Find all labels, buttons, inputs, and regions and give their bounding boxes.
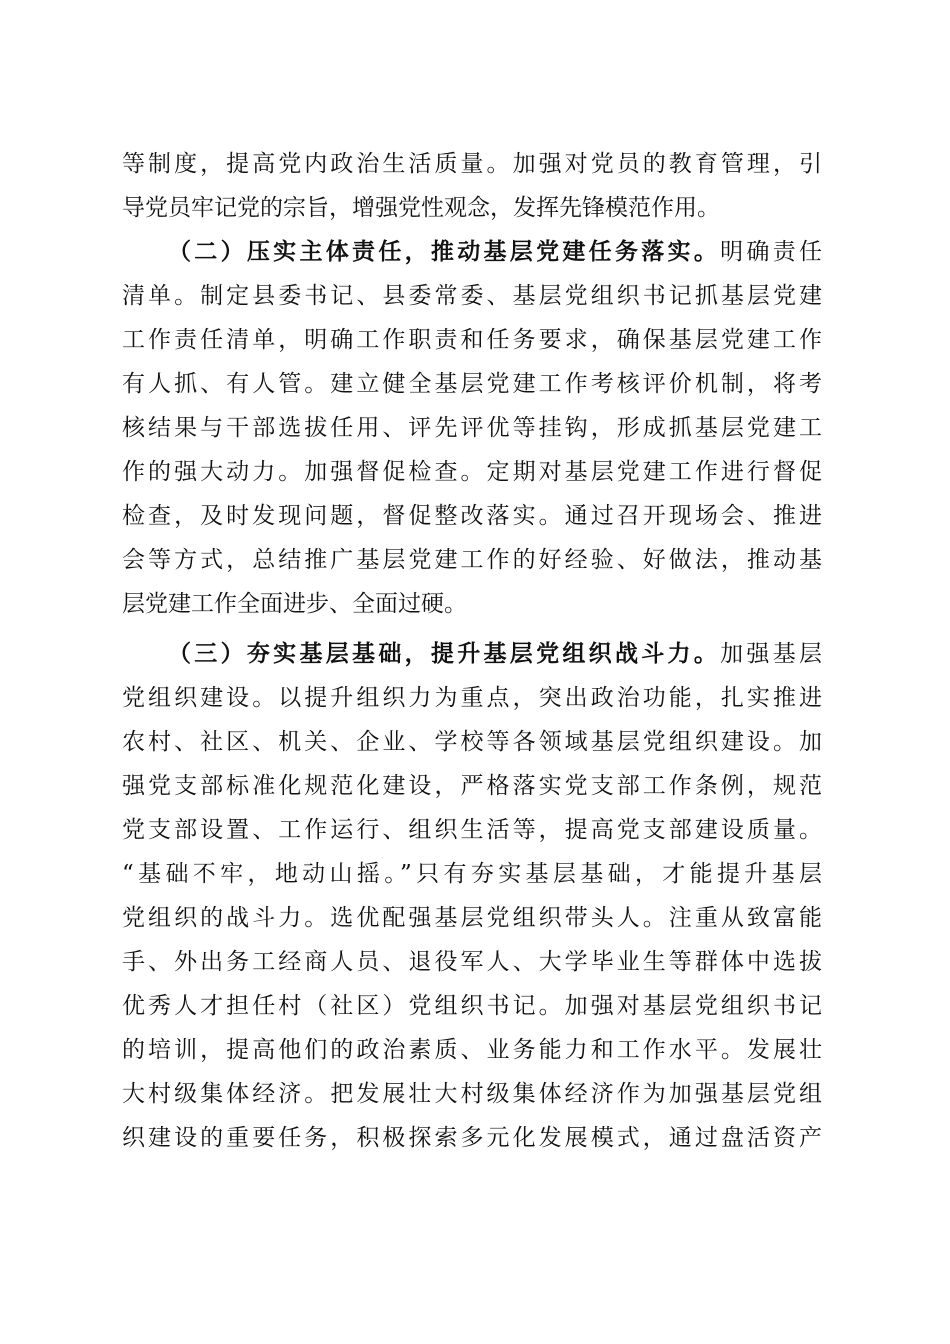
- text-line: 工作责任清单，明确工作职责和任务要求，确保基层党建工作: [122, 327, 822, 353]
- text-line: 大村级集体经济。把发展壮大村级集体经济作为加强基层党组: [122, 1081, 822, 1107]
- text-line: 的培训，提高他们的政治素质、业务能力和工作水平。发展壮: [122, 1037, 822, 1063]
- text-line: 强党支部标准化规范化建设，严格落实党支部工作条例，规范: [122, 773, 822, 799]
- text-line: “基础不牢，地动山摇。”只有夯实基层基础，才能提升基层: [122, 861, 822, 887]
- text-line: 农村、社区、机关、企业、学校等各领域基层党组织建设。加: [122, 729, 822, 755]
- document-body: [122, 142, 822, 1160]
- paragraph-3: [122, 632, 822, 1160]
- text-line: 会等方式，总结推广基层党建工作的好经验、好做法，推动基: [122, 547, 822, 573]
- section-heading-2: （二）压实主体责任，推动基层党建任务落实。: [168, 238, 721, 265]
- section-heading-3: （三）夯实基层基础，提升基层党组织战斗力。: [168, 640, 721, 667]
- text-line: 清单。制定县委书记、县委常委、基层党组织书记抓基层党建: [122, 283, 822, 309]
- text-line: 检查，及时发现问题，督促整改落实。通过召开现场会、推进: [122, 503, 822, 529]
- text-line: [122, 632, 822, 676]
- paragraph-2: [122, 230, 822, 626]
- text-line: 层党建工作全面进步、全面过硬。: [122, 591, 467, 617]
- text-line: 有人抓、有人管。建立健全基层党建工作考核评价机制，将考: [122, 371, 822, 397]
- text-line: 党支部设置、工作运行、组织生活等，提高党支部建设质量。: [122, 817, 822, 843]
- text-line: 手、外出务工经商人员、退役军人、大学毕业生等群体中选拔: [122, 949, 822, 975]
- text-line: [122, 230, 822, 274]
- text-line: 党组织建设。以提升组织力为重点，突出政治功能，扎实推进: [122, 685, 822, 711]
- text-fragment: 明确责任: [720, 239, 823, 265]
- text-line: 等制度，提高党内政治生活质量。加强对党员的教育管理，引: [122, 151, 822, 177]
- text-line: 导党员牢记党的宗旨，增强党性观念，发挥先锋模范作用。: [122, 195, 720, 221]
- text-line: 核结果与干部选拔任用、评先评优等挂钩，形成抓基层党建工: [122, 415, 822, 441]
- text-line: 优秀人才担任村（社区）党组织书记。加强对基层党组织书记: [122, 993, 822, 1019]
- text-fragment: 加强基层: [720, 641, 823, 667]
- text-line: 党组织的战斗力。选优配强基层党组织带头人。注重从致富能: [122, 905, 822, 931]
- text-line: 作的强大动力。加强督促检查。定期对基层党建工作进行督促: [122, 459, 822, 485]
- text-line: 织建设的重要任务，积极探索多元化发展模式，通过盘活资产: [122, 1125, 822, 1151]
- paragraph-1: [122, 142, 822, 230]
